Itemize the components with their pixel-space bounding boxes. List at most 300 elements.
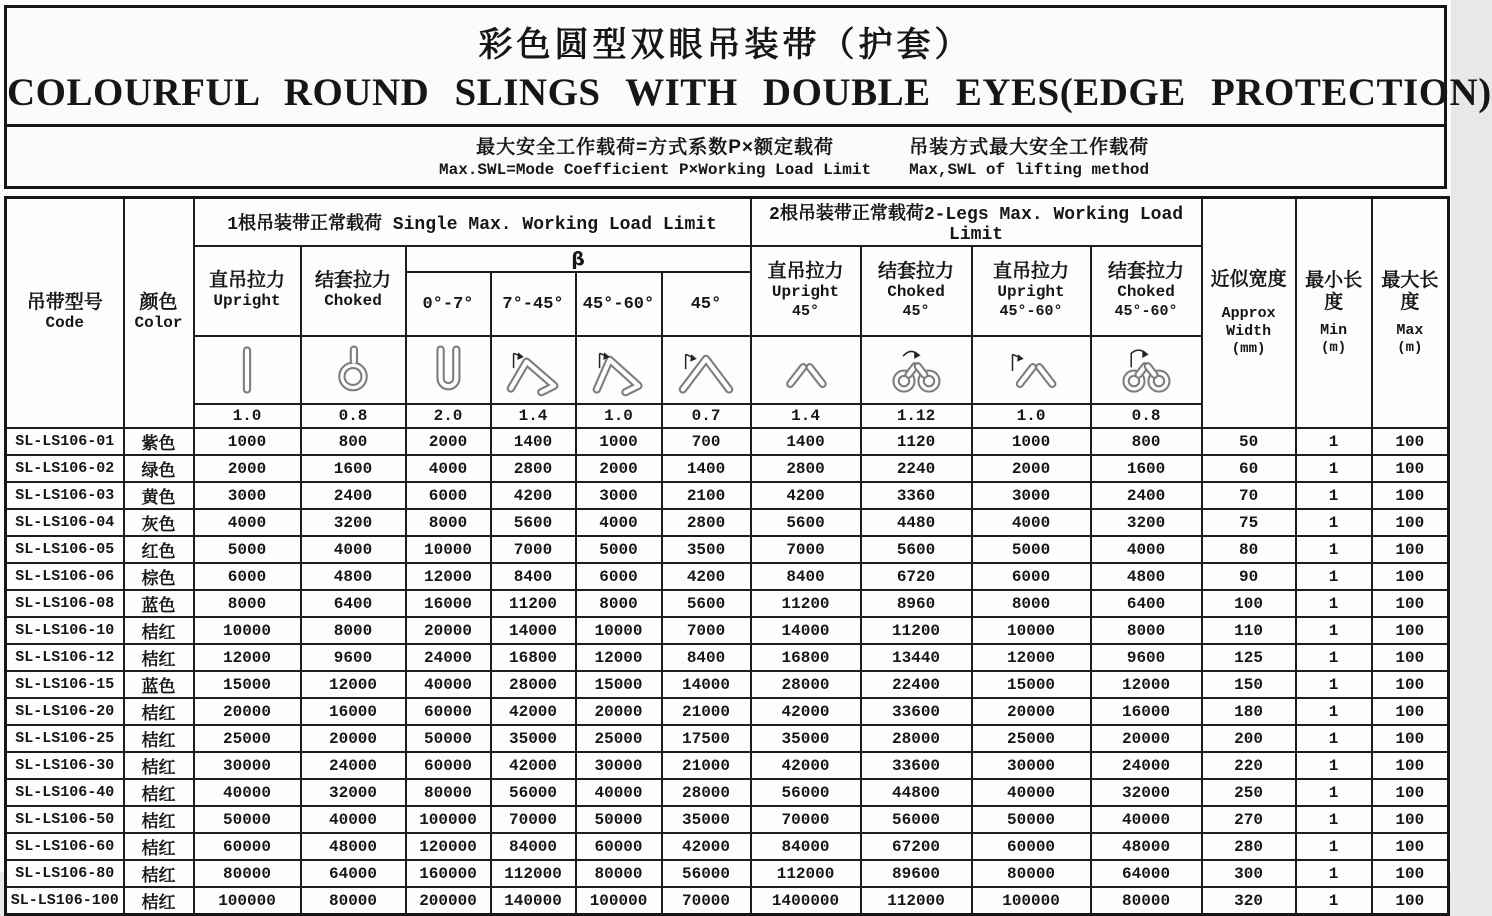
header-two-leg-upright-45-en: Upright bbox=[771, 283, 840, 302]
single-choked-cell: 4800 bbox=[301, 563, 406, 590]
angle-7-45-cell: 112000 bbox=[491, 860, 576, 887]
two-leg-upright-45-cell: 8400 bbox=[751, 563, 861, 590]
max-length-cell: 100 bbox=[1372, 806, 1449, 833]
single-upright-cell: 8000 bbox=[194, 590, 301, 617]
two-leg-upright-45-cell: 70000 bbox=[751, 806, 861, 833]
page-title-zh: 彩色圆型双眼吊装带（护套） bbox=[478, 26, 973, 64]
icon-cell bbox=[194, 336, 301, 404]
single-upright-cell: 50000 bbox=[194, 806, 301, 833]
two-leg-upright-45-60-cell: 3000 bbox=[972, 482, 1091, 509]
code-cell: SL-LS106-30 bbox=[6, 752, 124, 779]
angle-45-60-cell: 80000 bbox=[576, 860, 662, 887]
icon-cell bbox=[751, 336, 861, 404]
table-row bbox=[6, 509, 1449, 536]
angle-7-45-cell: 16800 bbox=[491, 644, 576, 671]
angled-basket-7-45-icon bbox=[496, 343, 570, 397]
header-min-zh-2: 度 bbox=[1324, 292, 1344, 313]
two-leg-choked-45-cell: 67200 bbox=[861, 833, 972, 860]
header-width-zh: 近似宽度 bbox=[1210, 269, 1287, 291]
approx-width-cell: 90 bbox=[1202, 563, 1296, 590]
single-upright-cell: 15000 bbox=[194, 671, 301, 698]
code-cell: SL-LS106-08 bbox=[6, 590, 124, 617]
two-leg-choked-45-60-cell: 800 bbox=[1091, 428, 1202, 455]
two-leg-choked-45-cell: 3360 bbox=[861, 482, 972, 509]
coefficient-cell: 0.7 bbox=[662, 404, 751, 428]
angle-7-45-cell: 42000 bbox=[491, 698, 576, 725]
header-code-en: Code bbox=[45, 314, 84, 333]
max-length-cell: 100 bbox=[1372, 752, 1449, 779]
angle-7-45-cell: 8400 bbox=[491, 563, 576, 590]
min-length-cell: 1 bbox=[1296, 833, 1372, 860]
approx-width-cell: 280 bbox=[1202, 833, 1296, 860]
min-length-cell: 1 bbox=[1296, 698, 1372, 725]
angle-0-7-cell: 200000 bbox=[406, 887, 491, 915]
single-choked-cell: 6400 bbox=[301, 590, 406, 617]
single-upright-cell: 40000 bbox=[194, 779, 301, 806]
two-leg-choked-45-cell: 2240 bbox=[861, 455, 972, 482]
angle-45-cell: 42000 bbox=[662, 833, 751, 860]
angle-0-7-cell: 4000 bbox=[406, 455, 491, 482]
two-leg-choked-45-60-cell: 48000 bbox=[1091, 833, 1202, 860]
angle-45-60-cell: 4000 bbox=[576, 509, 662, 536]
single-choked-cell: 3200 bbox=[301, 509, 406, 536]
header-two-leg-choked-45-angle: 45° bbox=[902, 302, 930, 320]
header-two-leg-choked-45 bbox=[861, 246, 972, 336]
two-leg-choked-45-cell: 22400 bbox=[861, 671, 972, 698]
two-leg-upright-45-cell: 16800 bbox=[751, 644, 861, 671]
coefficient-cell: 1.0 bbox=[194, 404, 301, 428]
header-two-leg-choked-45-60-zh: 结套拉力 bbox=[1108, 261, 1185, 283]
single-upright-cell: 80000 bbox=[194, 860, 301, 887]
angle-45-cell: 28000 bbox=[662, 779, 751, 806]
code-cell: SL-LS106-05 bbox=[6, 536, 124, 563]
min-length-cell: 1 bbox=[1296, 428, 1372, 455]
color-cell: 紫色 bbox=[124, 428, 194, 455]
header-angle-0-7: 0°-7° bbox=[406, 272, 491, 336]
table-row bbox=[6, 563, 1449, 590]
header-max-en: Max bbox=[1396, 321, 1424, 339]
formula-row bbox=[7, 124, 1444, 186]
two-leg-choked-45-60-cell: 1600 bbox=[1091, 455, 1202, 482]
approx-width-cell: 250 bbox=[1202, 779, 1296, 806]
two-leg-choked-45-60-cell: 16000 bbox=[1091, 698, 1202, 725]
approx-width-cell: 180 bbox=[1202, 698, 1296, 725]
angle-7-45-cell: 56000 bbox=[491, 779, 576, 806]
table-row bbox=[6, 779, 1449, 806]
angle-7-45-cell: 35000 bbox=[491, 725, 576, 752]
single-choked-cell: 20000 bbox=[301, 725, 406, 752]
max-length-cell: 100 bbox=[1372, 698, 1449, 725]
single-upright-cell: 60000 bbox=[194, 833, 301, 860]
single-choked-cell: 80000 bbox=[301, 887, 406, 915]
single-choked-cell: 1600 bbox=[301, 455, 406, 482]
approx-width-cell: 320 bbox=[1202, 887, 1296, 915]
angle-7-45-cell: 4200 bbox=[491, 482, 576, 509]
approx-width-cell: 75 bbox=[1202, 509, 1296, 536]
choke-hitch-icon bbox=[316, 343, 390, 397]
single-choked-cell: 64000 bbox=[301, 860, 406, 887]
angle-0-7-cell: 8000 bbox=[406, 509, 491, 536]
angle-45-60-cell: 6000 bbox=[576, 563, 662, 590]
approx-width-cell: 125 bbox=[1202, 644, 1296, 671]
header-min-en: Min bbox=[1320, 321, 1348, 339]
single-upright-cell: 1000 bbox=[194, 428, 301, 455]
coefficient-cell: 0.8 bbox=[301, 404, 406, 428]
coefficient-cell: 1.0 bbox=[972, 404, 1091, 428]
angle-45-60-cell: 12000 bbox=[576, 644, 662, 671]
header-two-leg-choked-45-60 bbox=[1091, 246, 1202, 336]
single-choked-cell: 9600 bbox=[301, 644, 406, 671]
two-leg-upright-45-cell: 42000 bbox=[751, 752, 861, 779]
header-angle-7-45: 7°-45° bbox=[491, 272, 576, 336]
color-cell: 桔红 bbox=[124, 698, 194, 725]
color-cell: 蓝色 bbox=[124, 590, 194, 617]
table-row bbox=[6, 725, 1449, 752]
min-length-cell: 1 bbox=[1296, 617, 1372, 644]
two-leg-choked-45-cell: 8960 bbox=[861, 590, 972, 617]
table-row bbox=[6, 455, 1449, 482]
icon-cell bbox=[491, 336, 576, 404]
angle-7-45-cell: 42000 bbox=[491, 752, 576, 779]
header-two-leg-upright-45-angle: 45° bbox=[792, 302, 820, 320]
header-width-unit: (mm) bbox=[1231, 340, 1266, 357]
two-leg-upright-45-cell: 5600 bbox=[751, 509, 861, 536]
angle-0-7-cell: 10000 bbox=[406, 536, 491, 563]
code-cell: SL-LS106-06 bbox=[6, 563, 124, 590]
single-upright-cell: 20000 bbox=[194, 698, 301, 725]
two-leg-upright-45-cell: 7000 bbox=[751, 536, 861, 563]
max-length-cell: 100 bbox=[1372, 509, 1449, 536]
color-cell: 灰色 bbox=[124, 509, 194, 536]
angle-45-60-cell: 10000 bbox=[576, 617, 662, 644]
header-two-leg-upright-45-60-angle: 45°-60° bbox=[999, 302, 1063, 320]
two-leg-upright-45-cell: 2800 bbox=[751, 455, 861, 482]
two-leg-choked-45-60-cell: 4000 bbox=[1091, 536, 1202, 563]
table-row bbox=[6, 806, 1449, 833]
min-length-cell: 1 bbox=[1296, 887, 1372, 915]
min-length-cell: 1 bbox=[1296, 806, 1372, 833]
angle-45-cell: 4200 bbox=[662, 563, 751, 590]
angle-45-cell: 700 bbox=[662, 428, 751, 455]
icon-cell bbox=[662, 336, 751, 404]
angled-basket-45-60-icon bbox=[582, 343, 656, 397]
angle-45-cell: 7000 bbox=[662, 617, 751, 644]
header-two-leg-choked-45-zh: 结套拉力 bbox=[878, 261, 955, 283]
header-color bbox=[124, 198, 194, 429]
angle-7-45-cell: 70000 bbox=[491, 806, 576, 833]
two-leg-choked-45-60-cell: 3200 bbox=[1091, 509, 1202, 536]
code-cell: SL-LS106-02 bbox=[6, 455, 124, 482]
single-choked-cell: 16000 bbox=[301, 698, 406, 725]
max-length-cell: 100 bbox=[1372, 482, 1449, 509]
header-min-unit: (m) bbox=[1320, 339, 1347, 356]
table-row bbox=[6, 752, 1449, 779]
header-single-group: 1根吊装带正常载荷 Single Max. Working Load Limit bbox=[194, 198, 751, 247]
single-upright-cell: 4000 bbox=[194, 509, 301, 536]
code-cell: SL-LS106-15 bbox=[6, 671, 124, 698]
angle-45-60-cell: 1000 bbox=[576, 428, 662, 455]
angle-7-45-cell: 84000 bbox=[491, 833, 576, 860]
angle-45-60-cell: 100000 bbox=[576, 887, 662, 915]
sling-spec-table bbox=[4, 196, 1450, 916]
two-leg-choked-45-60-cell: 64000 bbox=[1091, 860, 1202, 887]
angle-0-7-cell: 120000 bbox=[406, 833, 491, 860]
two-leg-choked-45-cell: 6720 bbox=[861, 563, 972, 590]
header-two-leg-choked-45-en: Choked bbox=[887, 283, 945, 302]
single-choked-cell: 8000 bbox=[301, 617, 406, 644]
formula-single-en: Max.SWL=Mode Coefficient P×Working Load Limit bbox=[439, 161, 872, 179]
angle-0-7-cell: 50000 bbox=[406, 725, 491, 752]
color-cell: 棕色 bbox=[124, 563, 194, 590]
angle-45-60-cell: 5000 bbox=[576, 536, 662, 563]
color-cell: 桔红 bbox=[124, 779, 194, 806]
color-cell: 桔红 bbox=[124, 833, 194, 860]
angle-0-7-cell: 2000 bbox=[406, 428, 491, 455]
code-cell: SL-LS106-100 bbox=[6, 887, 124, 915]
two-leg-upright-45-60-cell: 25000 bbox=[972, 725, 1091, 752]
single-choked-cell: 48000 bbox=[301, 833, 406, 860]
header-min-length bbox=[1296, 198, 1372, 429]
angle-0-7-cell: 16000 bbox=[406, 590, 491, 617]
header-single-upright bbox=[194, 246, 301, 336]
two-leg-upright-45-60-cell: 10000 bbox=[972, 617, 1091, 644]
color-cell: 蓝色 bbox=[124, 671, 194, 698]
two-leg-upright-45-60-cell: 30000 bbox=[972, 752, 1091, 779]
coefficient-cell: 1.0 bbox=[576, 404, 662, 428]
two-leg-choked-45-cell: 1120 bbox=[861, 428, 972, 455]
angle-45-cell: 70000 bbox=[662, 887, 751, 915]
max-length-cell: 100 bbox=[1372, 860, 1449, 887]
two-leg-upright-45-cell: 42000 bbox=[751, 698, 861, 725]
header-angle-45: 45° bbox=[662, 272, 751, 336]
angle-45-cell: 3500 bbox=[662, 536, 751, 563]
angle-0-7-cell: 40000 bbox=[406, 671, 491, 698]
header-two-leg-choked-45-60-en: Choked bbox=[1117, 283, 1175, 302]
max-length-cell: 100 bbox=[1372, 617, 1449, 644]
header-two-leg-upright-45-60-en: Upright bbox=[997, 283, 1065, 302]
code-cell: SL-LS106-10 bbox=[6, 617, 124, 644]
header-max-zh-1: 最大长 bbox=[1381, 270, 1439, 292]
min-length-cell: 1 bbox=[1296, 509, 1372, 536]
single-choked-cell: 40000 bbox=[301, 806, 406, 833]
table-row bbox=[6, 617, 1449, 644]
angle-7-45-cell: 2800 bbox=[491, 455, 576, 482]
angle-45-cell: 21000 bbox=[662, 752, 751, 779]
single-choked-cell: 24000 bbox=[301, 752, 406, 779]
header-max-zh-2: 度 bbox=[1400, 292, 1420, 313]
header-two-leg-upright-45-60-zh: 直吊拉力 bbox=[993, 261, 1070, 283]
table-row bbox=[6, 860, 1449, 887]
two-leg-choked-45-cell: 33600 bbox=[861, 698, 972, 725]
color-cell: 绿色 bbox=[124, 455, 194, 482]
angle-45-cell: 35000 bbox=[662, 806, 751, 833]
angle-45-60-cell: 15000 bbox=[576, 671, 662, 698]
two-leg-choked-45-cell: 44800 bbox=[861, 779, 972, 806]
code-cell: SL-LS106-03 bbox=[6, 482, 124, 509]
min-length-cell: 1 bbox=[1296, 455, 1372, 482]
angle-0-7-cell: 160000 bbox=[406, 860, 491, 887]
two-leg-upright-45-60-cell: 12000 bbox=[972, 644, 1091, 671]
angle-0-7-cell: 60000 bbox=[406, 698, 491, 725]
formula-method-zh: 吊装方式最大安全工作载荷 bbox=[909, 137, 1150, 158]
table-row bbox=[6, 887, 1449, 915]
header-min-zh-1: 最小长 bbox=[1305, 270, 1363, 292]
two-leg-upright-45-60-cell: 4000 bbox=[972, 509, 1091, 536]
color-cell: 黄色 bbox=[124, 482, 194, 509]
header-single-upright-zh: 直吊拉力 bbox=[208, 270, 285, 292]
two-leg-upright-45-60-cell: 5000 bbox=[972, 536, 1091, 563]
single-upright-cell: 100000 bbox=[194, 887, 301, 915]
approx-width-cell: 110 bbox=[1202, 617, 1296, 644]
two-leg-upright-45-60-cell: 50000 bbox=[972, 806, 1091, 833]
max-length-cell: 100 bbox=[1372, 671, 1449, 698]
two-leg-choked-45-60-cell: 4800 bbox=[1091, 563, 1202, 590]
two-leg-upright-45-cell: 84000 bbox=[751, 833, 861, 860]
two-leg-choked-45-cell: 28000 bbox=[861, 725, 972, 752]
icon-cell bbox=[861, 336, 972, 404]
formula-method bbox=[909, 132, 1149, 179]
two-leg-upright-45-cell: 112000 bbox=[751, 860, 861, 887]
single-upright-cell: 30000 bbox=[194, 752, 301, 779]
two-leg-upright-45-60-cell: 8000 bbox=[972, 590, 1091, 617]
approx-width-cell: 50 bbox=[1202, 428, 1296, 455]
max-length-cell: 100 bbox=[1372, 779, 1449, 806]
angle-45-60-cell: 3000 bbox=[576, 482, 662, 509]
two-leg-choked-45-cell: 33600 bbox=[861, 752, 972, 779]
approx-width-cell: 60 bbox=[1202, 455, 1296, 482]
angle-45-cell: 1400 bbox=[662, 455, 751, 482]
basket-hitch-icon bbox=[411, 343, 485, 397]
header-max-length bbox=[1372, 198, 1449, 429]
max-length-cell: 100 bbox=[1372, 887, 1449, 915]
icon-cell bbox=[301, 336, 406, 404]
two-leg-choked-45-60-cell: 40000 bbox=[1091, 806, 1202, 833]
angle-45-60-cell: 40000 bbox=[576, 779, 662, 806]
table-row bbox=[6, 536, 1449, 563]
two-leg-upright-45-60-cell: 20000 bbox=[972, 698, 1091, 725]
vertical-sling-icon bbox=[210, 343, 284, 397]
angle-45-cell: 21000 bbox=[662, 698, 751, 725]
code-cell: SL-LS106-20 bbox=[6, 698, 124, 725]
color-cell: 桔红 bbox=[124, 806, 194, 833]
angle-45-cell: 17500 bbox=[662, 725, 751, 752]
angle-45-60-cell: 8000 bbox=[576, 590, 662, 617]
code-cell: SL-LS106-25 bbox=[6, 725, 124, 752]
header-width-en-1: Approx bbox=[1221, 304, 1276, 322]
two-leg-choked-45-60-cell: 6400 bbox=[1091, 590, 1202, 617]
color-cell: 桔红 bbox=[124, 887, 194, 915]
approx-width-cell: 200 bbox=[1202, 725, 1296, 752]
angle-7-45-cell: 1400 bbox=[491, 428, 576, 455]
header-two-leg-upright-45 bbox=[751, 246, 861, 336]
max-length-cell: 100 bbox=[1372, 536, 1449, 563]
min-length-cell: 1 bbox=[1296, 590, 1372, 617]
angle-0-7-cell: 60000 bbox=[406, 752, 491, 779]
table-row bbox=[6, 644, 1449, 671]
angle-0-7-cell: 20000 bbox=[406, 617, 491, 644]
header-two-leg-upright-45-60 bbox=[972, 246, 1091, 336]
two-leg-45-icon bbox=[769, 343, 843, 397]
two-leg-upright-45-cell: 4200 bbox=[751, 482, 861, 509]
coefficient-cell: 2.0 bbox=[406, 404, 491, 428]
two-leg-choked-45-cell: 112000 bbox=[861, 887, 972, 915]
min-length-cell: 1 bbox=[1296, 860, 1372, 887]
single-choked-cell: 32000 bbox=[301, 779, 406, 806]
two-leg-choked-45-60-cell: 32000 bbox=[1091, 779, 1202, 806]
angle-45-60-cell: 25000 bbox=[576, 725, 662, 752]
header-two-leg-upright-45-zh: 直吊拉力 bbox=[767, 261, 844, 283]
two-leg-upright-45-60-cell: 1000 bbox=[972, 428, 1091, 455]
angle-45-cell: 5600 bbox=[662, 590, 751, 617]
two-leg-upright-45-cell: 35000 bbox=[751, 725, 861, 752]
min-length-cell: 1 bbox=[1296, 752, 1372, 779]
two-leg-upright-45-60-cell: 2000 bbox=[972, 455, 1091, 482]
color-cell: 桔红 bbox=[124, 644, 194, 671]
min-length-cell: 1 bbox=[1296, 644, 1372, 671]
table-row bbox=[6, 698, 1449, 725]
color-cell: 桔红 bbox=[124, 752, 194, 779]
two-leg-choked-45-60-cell: 24000 bbox=[1091, 752, 1202, 779]
min-length-cell: 1 bbox=[1296, 482, 1372, 509]
table-row bbox=[6, 833, 1449, 860]
two-leg-choked-45-60-cell: 8000 bbox=[1091, 617, 1202, 644]
max-length-cell: 100 bbox=[1372, 833, 1449, 860]
max-length-cell: 100 bbox=[1372, 428, 1449, 455]
two-leg-45-60-icon bbox=[994, 343, 1068, 397]
two-leg-choked-45-cell: 11200 bbox=[861, 617, 972, 644]
two-leg-choked-45-icon bbox=[879, 343, 953, 397]
single-upright-cell: 12000 bbox=[194, 644, 301, 671]
angle-45-cell: 56000 bbox=[662, 860, 751, 887]
coefficient-cell: 1.12 bbox=[861, 404, 972, 428]
single-upright-cell: 5000 bbox=[194, 536, 301, 563]
angle-7-45-cell: 28000 bbox=[491, 671, 576, 698]
angle-45-60-cell: 30000 bbox=[576, 752, 662, 779]
angle-0-7-cell: 6000 bbox=[406, 482, 491, 509]
two-leg-choked-45-cell: 13440 bbox=[861, 644, 972, 671]
two-leg-choked-45-60-cell: 80000 bbox=[1091, 887, 1202, 915]
header-width-en-2: Width bbox=[1226, 322, 1272, 340]
header-color-en: Color bbox=[134, 314, 183, 333]
two-leg-choked-45-cell: 4480 bbox=[861, 509, 972, 536]
single-upright-cell: 2000 bbox=[194, 455, 301, 482]
wide-basket-45-icon bbox=[669, 343, 743, 397]
two-leg-choked-45-cell: 56000 bbox=[861, 806, 972, 833]
code-cell: SL-LS106-01 bbox=[6, 428, 124, 455]
angle-45-cell: 14000 bbox=[662, 671, 751, 698]
table-row bbox=[6, 428, 1449, 455]
min-length-cell: 1 bbox=[1296, 671, 1372, 698]
single-upright-cell: 6000 bbox=[194, 563, 301, 590]
formula-single bbox=[439, 132, 871, 179]
two-leg-upright-45-cell: 11200 bbox=[751, 590, 861, 617]
max-length-cell: 100 bbox=[1372, 644, 1449, 671]
angle-0-7-cell: 12000 bbox=[406, 563, 491, 590]
color-cell: 红色 bbox=[124, 536, 194, 563]
header-code bbox=[6, 198, 124, 429]
single-choked-cell: 4000 bbox=[301, 536, 406, 563]
approx-width-cell: 270 bbox=[1202, 806, 1296, 833]
angle-45-60-cell: 50000 bbox=[576, 806, 662, 833]
approx-width-cell: 300 bbox=[1202, 860, 1296, 887]
header-single-choked bbox=[301, 246, 406, 336]
angle-7-45-cell: 14000 bbox=[491, 617, 576, 644]
two-leg-choked-45-cell: 89600 bbox=[861, 860, 972, 887]
code-cell: SL-LS106-12 bbox=[6, 644, 124, 671]
two-leg-upright-45-60-cell: 60000 bbox=[972, 833, 1091, 860]
single-upright-cell: 3000 bbox=[194, 482, 301, 509]
two-leg-upright-45-cell: 14000 bbox=[751, 617, 861, 644]
